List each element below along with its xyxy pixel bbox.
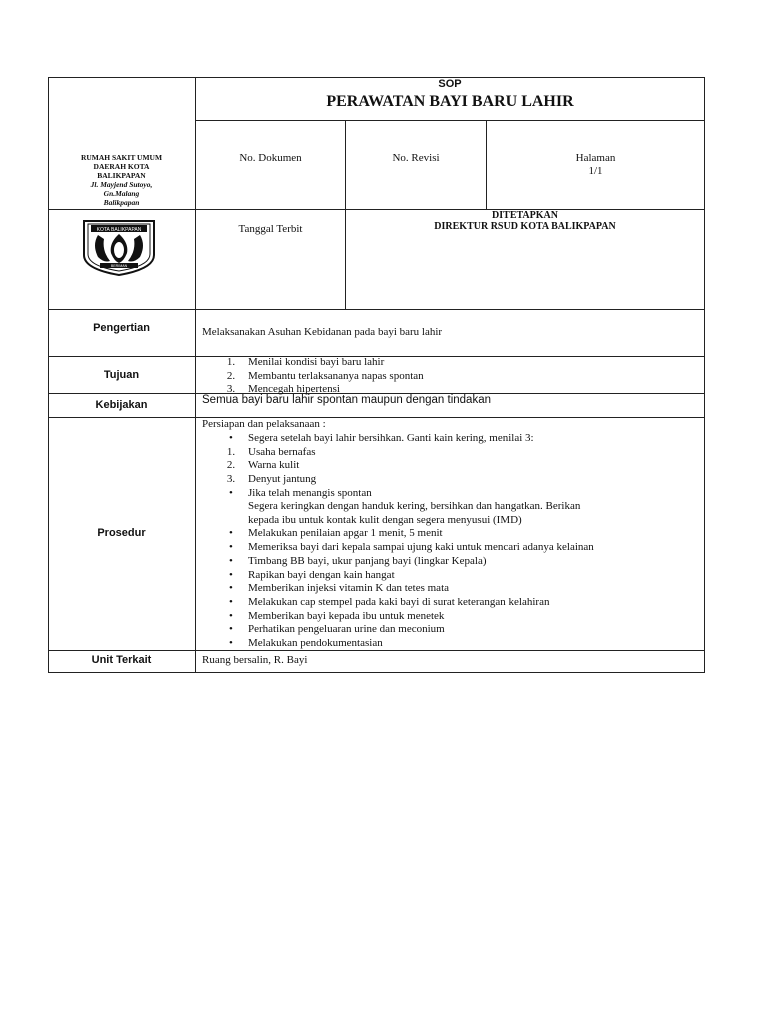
prosedur-item-text: Perhatikan pengeluaran urine dan meconium [248,623,445,636]
tujuan-item-text: Menilai kondisi bayi baru lahir [248,356,385,368]
prosedur-item-text: Jika telah menangis spontan [248,486,372,499]
pengertian-label: Pengertian [93,322,150,334]
halaman-label: Halaman [575,152,616,164]
ditetapkan-label: DITETAPKAN [492,210,558,221]
hospital-name-line1: RUMAH SAKIT UMUM [80,153,163,162]
tujuan-list [221,356,424,397]
logo-bottom-text: BERIMAN [110,264,128,268]
prosedur-item-text: Segera setelah bayi lahir bersihkan. Ganti kain kering, menilai 3: [248,432,534,444]
page-title: PERAWATAN BAYI BARU LAHIR [326,93,574,110]
prosedur-list [221,432,594,651]
table-column-divider [195,77,196,673]
prosedur-label: Prosedur [97,527,146,539]
prosedur-item [221,446,594,460]
prosedur-item-text: Warna kulit [248,459,300,472]
prosedur-item [221,432,594,446]
prosedur-item-text: Melakukan penilaian apgar 1 menit, 5 menit [248,527,443,540]
table-border-right [704,77,705,673]
prosedur-item-number: 1. [226,445,236,458]
prosedur-item [221,596,594,610]
kebijakan-label: Kebijakan [95,399,148,411]
prosedur-item [221,582,594,596]
prosedur-item [221,459,594,473]
tujuan-label: Tujuan [103,369,140,381]
hospital-name-line2: DAERAH KOTA [93,162,150,171]
prosedur-item-text: Denyut jantung [248,473,317,486]
prosedur-item-number: 3. [226,473,236,486]
hospital-address-line2: Gn.Malang [103,189,140,198]
prosedur-intro: Persiapan dan pelaksanaan : [202,418,326,430]
kebijakan-text: Semua bayi baru lahir spontan maupun dengan tindakan [202,394,491,406]
prosedur-item-text: Rapikan bayi dengan kain hangat [248,568,395,581]
pengertian-text: Melaksanakan Asuhan Kebidanan pada bayi baru lahir [202,326,443,338]
logo-top-text: KOTA BALIKPAPAN [96,227,142,233]
prosedur-item [221,527,594,541]
hospital-name [50,153,193,207]
no-dokumen-label: No. Dokumen [239,152,302,164]
prosedur-item [221,500,594,527]
prosedur-item-text: Melakukan pendokumentasian [248,636,383,649]
direktur-label: DIREKTUR RSUD KOTA BALIKPAPAN [434,221,616,232]
prosedur-item-text: Memberikan bayi kepada ibu untuk menetek [248,609,445,622]
no-revisi-label: No. Revisi [392,152,440,164]
prosedur-item [221,487,594,501]
prosedur-item-text: Memeriksa bayi dari kepala sampai ujung kaki untuk mencari adanya kelainan [248,541,594,554]
tujuan-item: 3. Mencegah hipertensi [226,383,340,396]
hospital-address-line1: Jl. Mayjend Sutoyo, [90,180,153,189]
prosedur-item-text: Memberikan injeksi vitamin K dan tetes mata [248,582,450,595]
prosedur-item-number: 2. [226,459,236,472]
prosedur-item [221,623,594,637]
tanggal-terbit-label: Tanggal Terbit [238,223,303,235]
prosedur-item [221,541,594,555]
tujuan-item-text: Membantu terlaksananya napas spontan [248,369,424,382]
balikpapan-logo [80,217,158,277]
prosedur-item-text: Timbang BB bayi, ukur panjang bayi (lingkar Kepala) [248,554,487,567]
doc-type: SOP [438,78,462,90]
hospital-address-line3: Balikpapan [103,198,140,207]
prosedur-item-text-continued: kepada ibu untuk kontak kulit dengan segera menyusui (IMD) [248,514,522,527]
header-bottom-divider [48,309,705,310]
prosedur-item [221,637,594,651]
unit-terkait-label: Unit Terkait [91,654,152,666]
tujuan-item: 1. Menilai kondisi bayi baru lahir [226,356,385,368]
prosedur-item [221,473,594,487]
prosedur-item-text: Melakukan cap stempel pada kaki bayi di surat keterangan kelahiran [248,595,550,608]
hospital-name-line3: BALIKPAPAN [97,171,146,180]
prosedur-item [221,610,594,624]
halaman-value: 1/1 [588,165,603,177]
prosedur-item [221,569,594,583]
title-divider [195,120,705,121]
table-border-bottom [48,672,705,673]
tujuan-item-text: Mencegah hipertensi [248,383,340,396]
row-divider-kebijakan [48,417,705,418]
sop-document [48,77,705,673]
prosedur-item [221,555,594,569]
prosedur-item-text: Segera keringkan dengan handuk kering, bersihkan dan hangatkan. Berikan [248,500,581,513]
prosedur-item-text: Usaha bernafas [248,445,316,458]
unit-terkait-text: Ruang bersalin, R. Bayi [202,654,308,666]
tujuan-item: 2. Membantu terlaksananya napas spontan [226,369,424,382]
